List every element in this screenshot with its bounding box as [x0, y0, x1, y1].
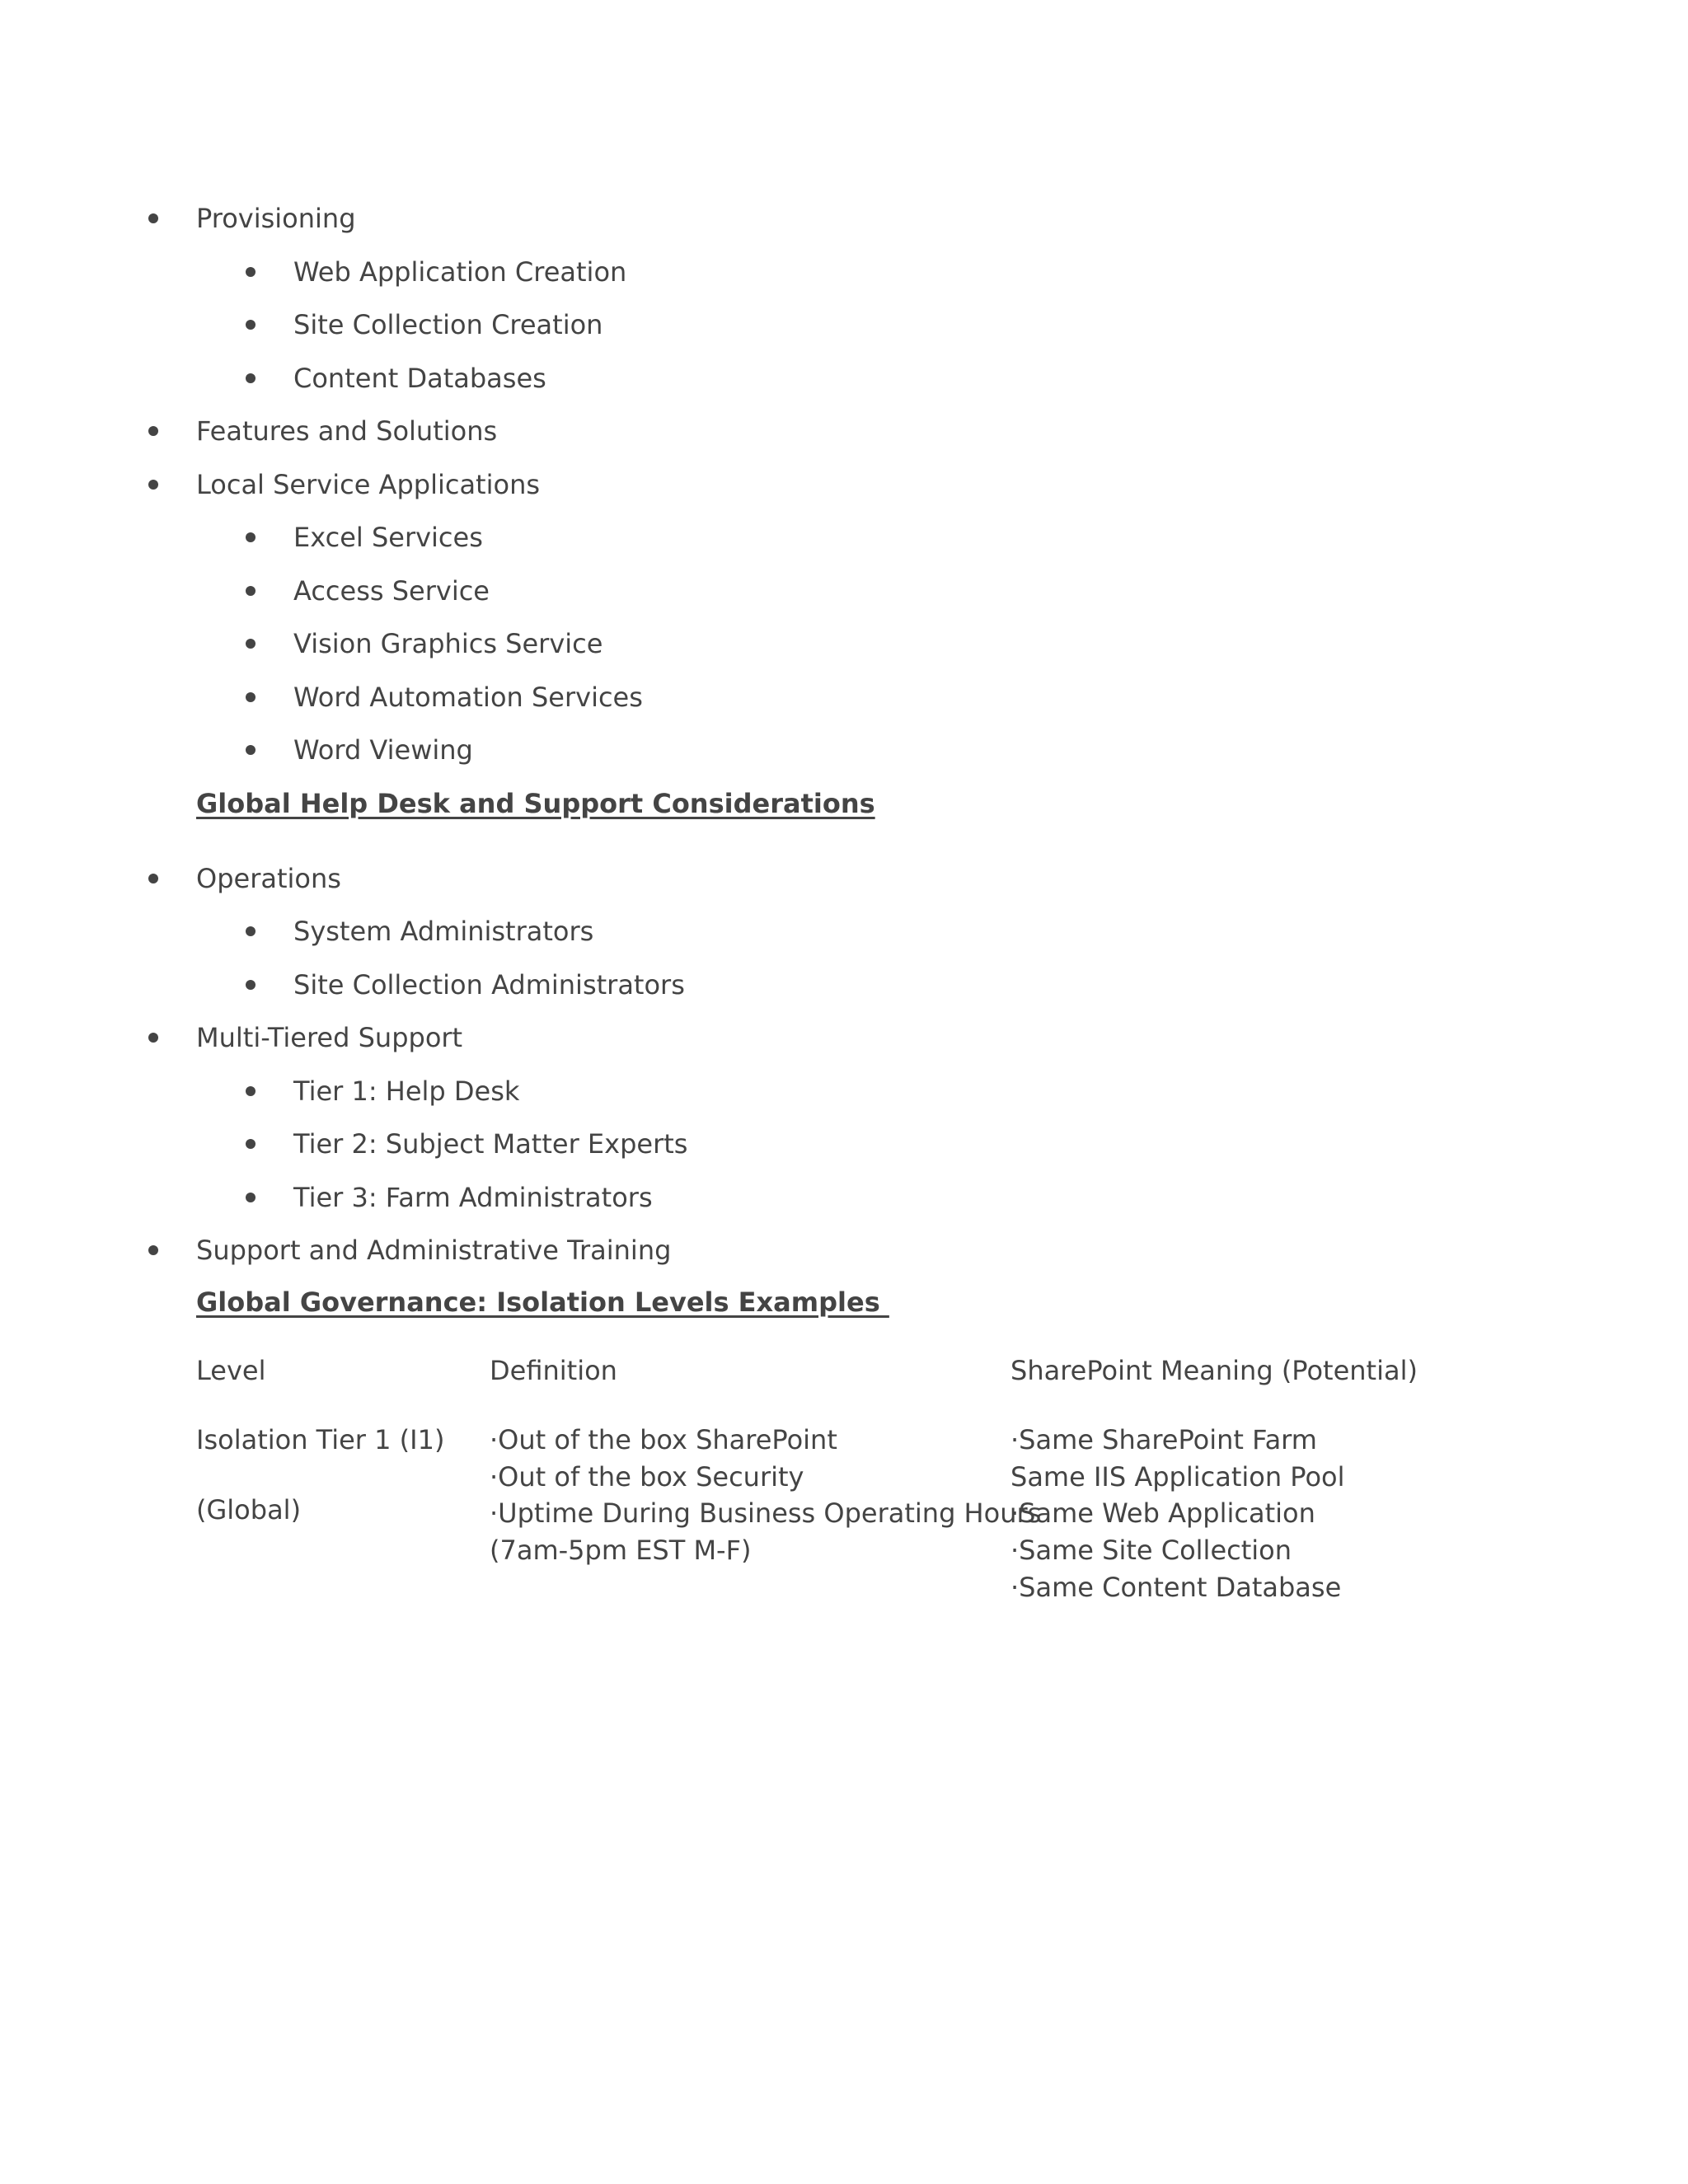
table-cell-meaning: ·Same Site Collection [1010, 1535, 1292, 1566]
bullet-dot [246, 1086, 256, 1096]
list-item: Site Collection Creation [293, 309, 603, 340]
bullet-dot [246, 1193, 256, 1202]
list-item: Site Collection Administrators [293, 969, 685, 1001]
list-item: Vision Graphics Service [293, 628, 603, 659]
list-item-features: Features and Solutions [196, 415, 498, 447]
bullet-dot [246, 532, 256, 542]
table-cell-level: Isolation Tier 1 (I1) [196, 1424, 445, 1455]
bullet-dot [148, 426, 158, 436]
list-item: Word Automation Services [293, 682, 643, 713]
bullet-dot [246, 639, 256, 649]
table-header-meaning: SharePoint Meaning (Potential) [1010, 1355, 1418, 1386]
list-item: Tier 1: Help Desk [293, 1076, 520, 1107]
list-item: Tier 3: Farm Administrators [293, 1182, 653, 1213]
table-cell-meaning: ·Same SharePoint Farm [1010, 1424, 1317, 1455]
bullet-dot [148, 1033, 158, 1043]
list-item: Web Application Creation [293, 256, 627, 288]
bullet-dot [246, 692, 256, 702]
list-item: Content Databases [293, 363, 546, 394]
bullet-dot [148, 874, 158, 883]
list-item-provisioning: Provisioning [196, 203, 356, 234]
table-cell-definition: ·Uptime During Business Operating Hours [490, 1497, 1042, 1529]
table-cell-definition: (7am-5pm EST M-F) [490, 1535, 752, 1566]
table-header-level: Level [196, 1355, 266, 1386]
table-cell-definition: ·Out of the box Security [490, 1461, 804, 1493]
table-header-definition: Definition [490, 1355, 617, 1386]
section-heading-help-desk: Global Help Desk and Support Considerations [196, 788, 875, 819]
table-cell-meaning: ·Same Web Application [1010, 1497, 1315, 1529]
table-cell-meaning: Same IIS Application Pool [1010, 1461, 1345, 1493]
list-item: Excel Services [293, 522, 483, 553]
bullet-dot [246, 926, 256, 936]
bullet-dot [148, 480, 158, 490]
bullet-dot [246, 745, 256, 755]
section-heading-governance: Global Governance: Isolation Levels Examples [196, 1286, 889, 1318]
table-cell-level: (Global) [196, 1494, 302, 1526]
table-cell-meaning: ·Same Content Database [1010, 1572, 1342, 1603]
bullet-dot [246, 980, 256, 990]
bullet-dot [246, 373, 256, 383]
bullet-dot [246, 267, 256, 277]
list-item: Word Viewing [293, 734, 473, 766]
bullet-dot [148, 1245, 158, 1255]
list-item: Tier 2: Subject Matter Experts [293, 1128, 688, 1160]
list-item: Access Service [293, 575, 490, 607]
bullet-dot [246, 320, 256, 330]
bullet-dot [246, 586, 256, 596]
list-item-training: Support and Administrative Training [196, 1235, 672, 1266]
bullet-dot [148, 213, 158, 223]
list-item-operations: Operations [196, 863, 341, 894]
list-item-multi-tier: Multi-Tiered Support [196, 1022, 463, 1053]
table-cell-definition: ·Out of the box SharePoint [490, 1424, 837, 1455]
list-item: System Administrators [293, 916, 594, 947]
bullet-dot [246, 1139, 256, 1149]
list-item-local-services: Local Service Applications [196, 469, 541, 500]
